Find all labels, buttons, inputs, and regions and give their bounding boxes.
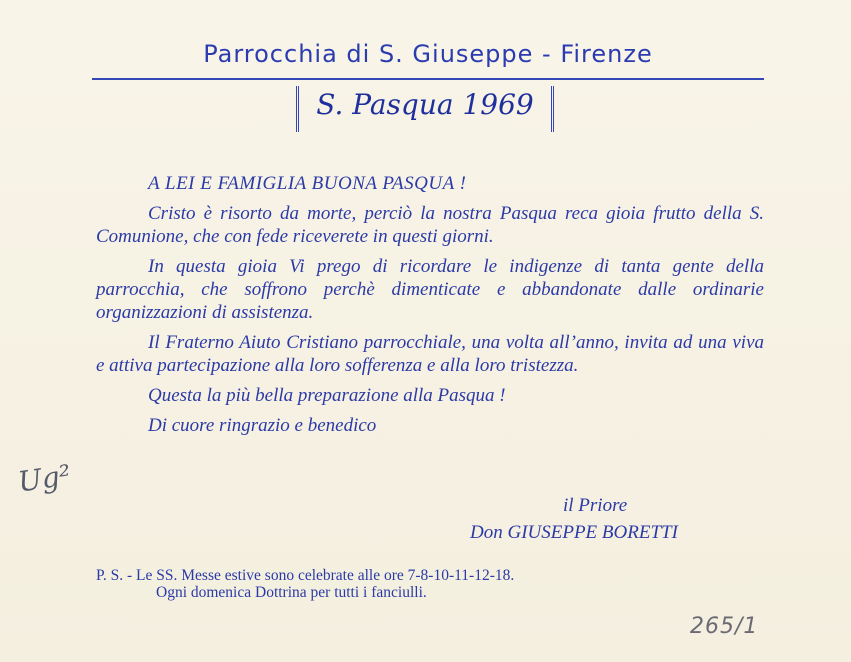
handwritten-margin-note: Ug² [15, 458, 73, 499]
paragraph-fraterno-aiuto: Il Fraterno Aiuto Cristiano parrocchiale, una volta all’anno, invita ad una viva e attiva partecipazione alla loro sofferenza e alla loro tristezza. [96, 332, 764, 376]
parish-header: Parrocchia di S. Giuseppe - Firenze [203, 40, 653, 68]
postscript [96, 567, 514, 601]
paragraph-easter: Cristo è risorto da morte, perciò la nostra Pasqua reca gioia frutto della S. Comunione, che con fede riceverete in questi giorni. [96, 203, 764, 247]
card-title: S. Pasqua 1969 [316, 88, 534, 121]
signature-name: Don GIUSEPPE BORETTI [470, 522, 678, 543]
postscript-line: P. S. - Le SS. Messe estive sono celebrate alle ore 7-8-10-11-12-18. [96, 567, 515, 584]
header-divider [92, 78, 764, 80]
closing-line: Questa la più bella preparazione alla Pasqua ! [148, 385, 506, 406]
handwritten-archive-number: 265/1 [690, 614, 759, 639]
postscript-line: Ogni domenica Dottrina per tutti i fanciulli. [156, 584, 427, 601]
letter-body [96, 172, 764, 437]
signature-role: il Priore [563, 495, 628, 516]
greeting: A LEI E FAMIGLIA BUONA PASQUA ! [148, 173, 467, 194]
closing-line: Di cuore ringrazio e benedico [148, 415, 377, 436]
paragraph-charity: In questa gioia Vi prego di ricordare le indigenze di tanta gente della parrocchia, che soffrono perchè dimenticate e abbandonate dalle ordinarie organizzazioni di assistenza. [96, 256, 764, 323]
